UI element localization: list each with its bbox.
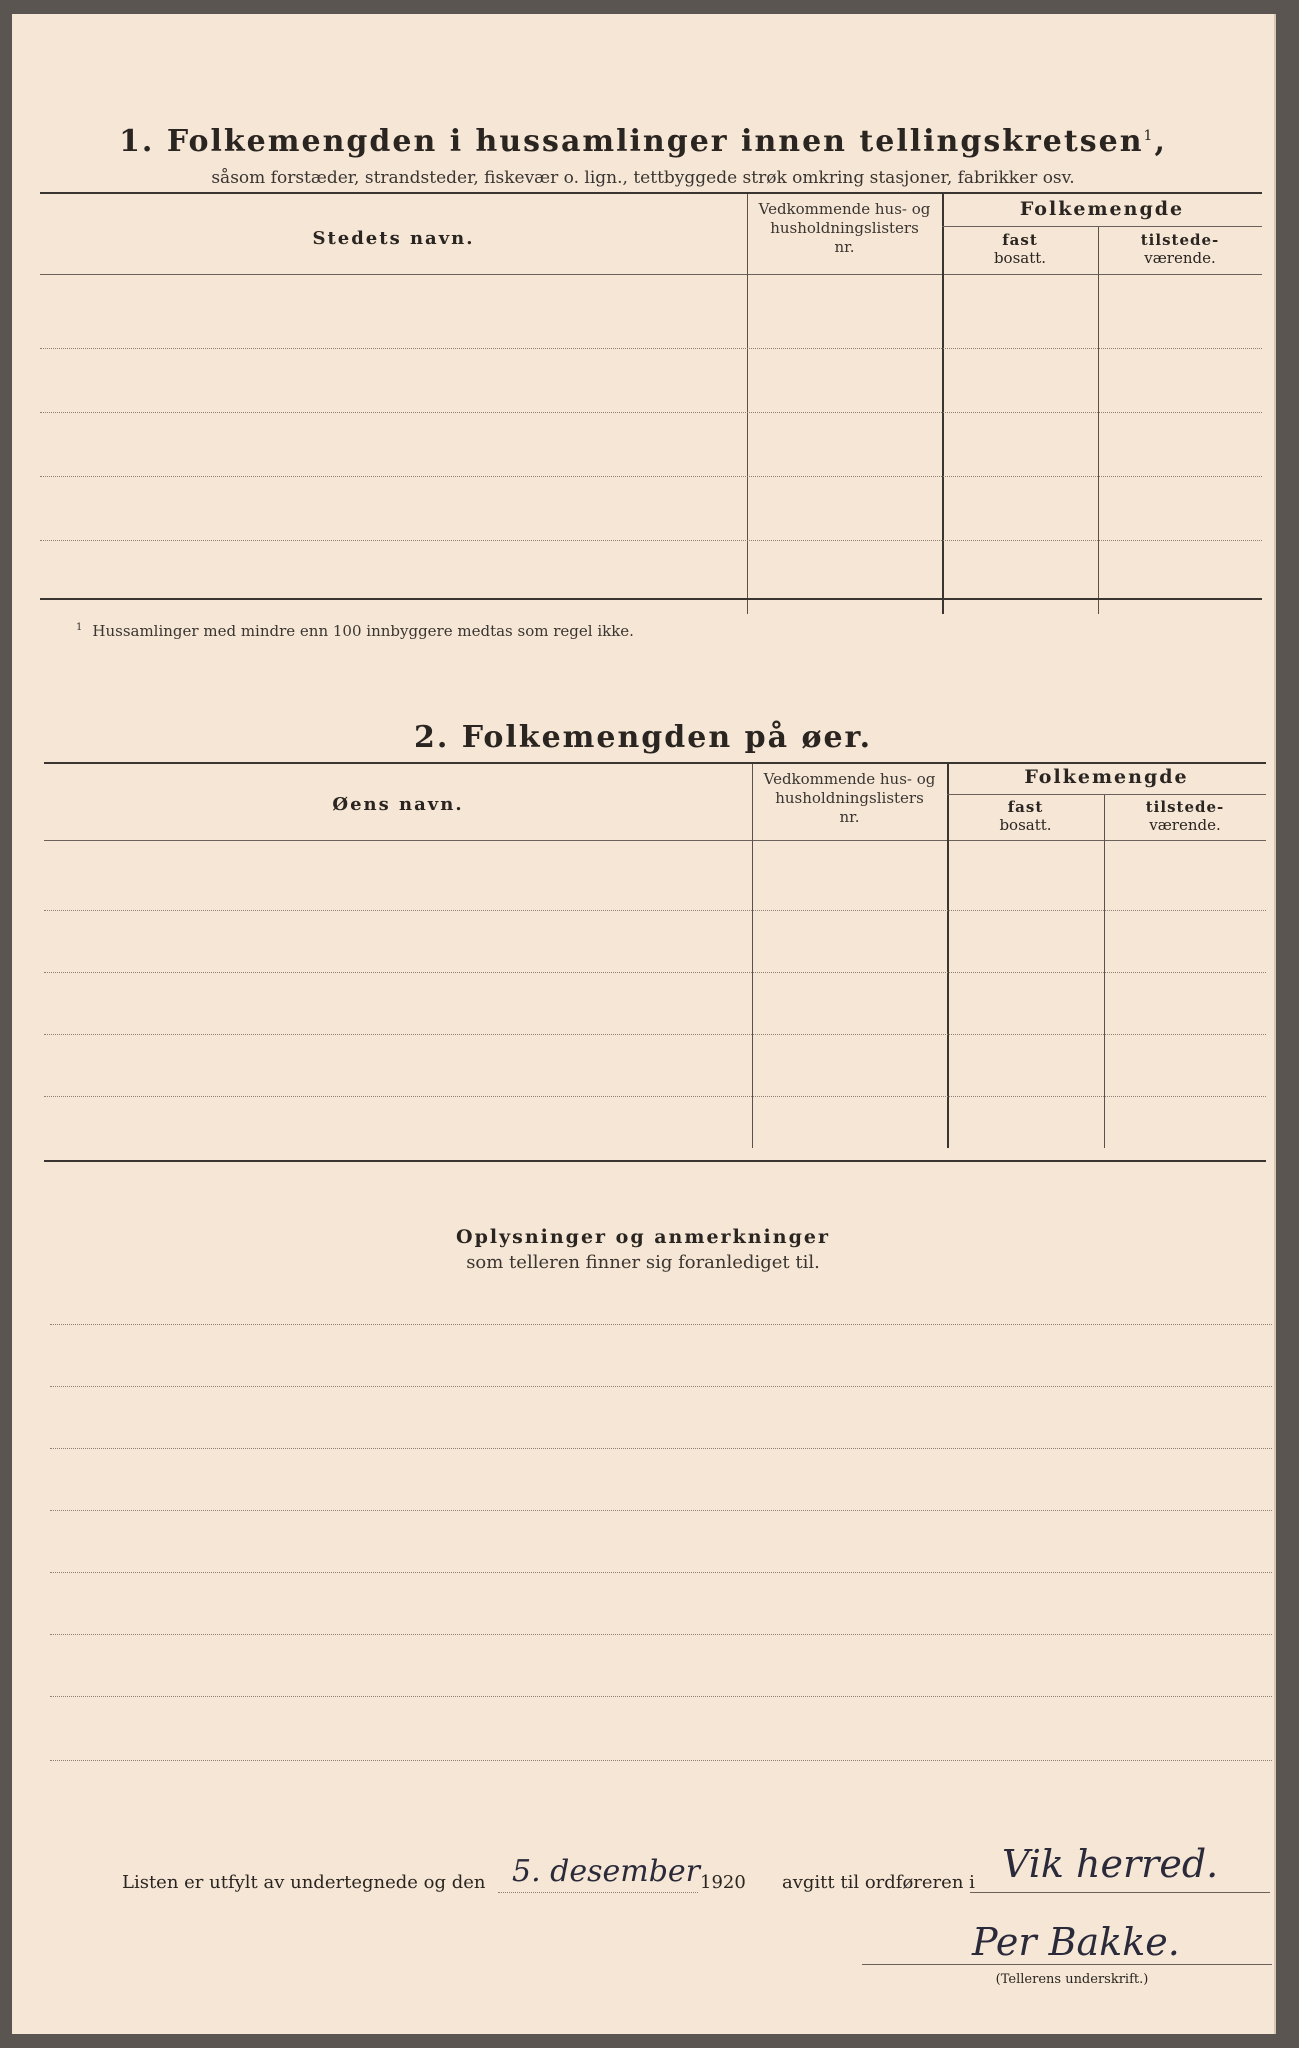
table2-fast-line1: fast <box>1007 798 1044 816</box>
table2-folkemengde-header: Folkemengde <box>1024 766 1189 788</box>
table2-tilstede-header <box>1104 798 1266 834</box>
table2-bottom-rule <box>44 1160 1266 1162</box>
remarks-line <box>50 1634 1272 1635</box>
remarks-subtitle: som telleren finner sig foranlediget til. <box>466 1252 820 1273</box>
census-form-page <box>12 14 1276 2034</box>
table1-col-name-header: Stedets navn. <box>312 228 475 249</box>
table2-col-list-line3: nr. <box>839 808 860 826</box>
remarks-line <box>50 1696 1272 1697</box>
footnote-mark: 1 <box>76 622 83 633</box>
table2-row-rule <box>44 972 1266 973</box>
section1-footnote-ref: 1 <box>1143 128 1155 144</box>
place-line <box>970 1892 1270 1893</box>
table1-fast-line2: bosatt. <box>993 249 1047 267</box>
handwritten-place: Vik herred. <box>1002 1842 1219 1886</box>
section1-footnote <box>76 622 634 640</box>
signature-line <box>862 1964 1272 1965</box>
remarks-line <box>50 1572 1272 1573</box>
table1-col-list-header <box>747 200 942 257</box>
table2-fast-line2: bosatt. <box>999 816 1052 834</box>
handwritten-date: 5. desember <box>512 1854 701 1889</box>
table2-col-list-line2: husholdningslisters <box>775 789 924 807</box>
table1-top-rule <box>40 192 1262 194</box>
table1-fast-header <box>942 231 1098 267</box>
table2-row-rule <box>44 1034 1266 1035</box>
section2-title: 2. Folkemengden på øer. <box>413 720 873 755</box>
table1-tilstede-header <box>1098 231 1262 267</box>
table1-folk-subrule <box>942 226 1262 227</box>
section1-subtitle: såsom forstæder, strandsteder, fiskevær o. lign., tettbyggede strøk omkring stasjoner, fabrikker osv. <box>211 168 1075 188</box>
signoff-text-b: avgitt til ordføreren i <box>782 1872 975 1893</box>
remarks-line <box>50 1510 1272 1511</box>
section1-title-text: 1. Folkemengden i hussamlinger innen tellingskretsen <box>119 124 1144 159</box>
table1-col-divider-3 <box>1098 226 1099 614</box>
table1-col-list-line1: Vedkommende hus- og <box>758 200 931 218</box>
remarks-line <box>50 1324 1272 1325</box>
section1-title <box>12 124 1274 159</box>
table2-top-rule <box>44 762 1266 764</box>
footnote-text: Hussamlinger med mindre enn 100 innbyggere medtas som regel ikke. <box>92 622 634 640</box>
remarks-line <box>50 1448 1272 1449</box>
table1-row-rule <box>40 412 1262 413</box>
table2-col-name-header: Øens navn. <box>332 794 464 815</box>
table2-tilstede-line2: værende. <box>1149 816 1221 834</box>
table1-row-rule <box>40 348 1262 349</box>
table1-col-divider-1 <box>747 194 748 614</box>
remarks-line <box>50 1760 1272 1761</box>
table2-header-rule <box>44 840 1266 841</box>
table2-folk-subrule <box>947 794 1266 795</box>
table1-tilstede-line1: tilstede- <box>1140 231 1220 249</box>
signoff-year: 1920 <box>700 1872 746 1893</box>
table1-bottom-rule <box>40 598 1262 600</box>
table1-tilstede-line2: værende. <box>1144 249 1216 267</box>
table2-fast-header <box>947 798 1104 834</box>
signoff-text-a: Listen er utfylt av undertegnede og den <box>122 1872 486 1893</box>
handwritten-signature: Per Bakke. <box>972 1920 1180 1964</box>
table1-folkemengde-header: Folkemengde <box>1019 198 1185 220</box>
table1-row-rule <box>40 540 1262 541</box>
table1-fast-line1: fast <box>1002 231 1038 249</box>
table2-tilstede-line1: tilstede- <box>1145 798 1225 816</box>
table1-row-rule <box>40 476 1262 477</box>
section1-title-tail: , <box>1154 124 1167 159</box>
table2-row-rule <box>44 910 1266 911</box>
remarks-line <box>50 1386 1272 1387</box>
table1-col-list-line3: nr. <box>834 238 855 256</box>
table1-col-list-line2: husholdningslisters <box>770 219 919 237</box>
table1-header-rule <box>40 274 1262 275</box>
table2-col-list-line1: Vedkommende hus- og <box>763 770 936 788</box>
table2-row-rule <box>44 1096 1266 1097</box>
date-line <box>498 1892 698 1893</box>
table2-col-divider-3 <box>1104 794 1105 1148</box>
table2-col-list-header <box>752 770 947 827</box>
remarks-title: Oplysninger og anmerkninger <box>456 1226 830 1248</box>
signature-caption: (Tellerens underskrift.) <box>995 1972 1149 1987</box>
